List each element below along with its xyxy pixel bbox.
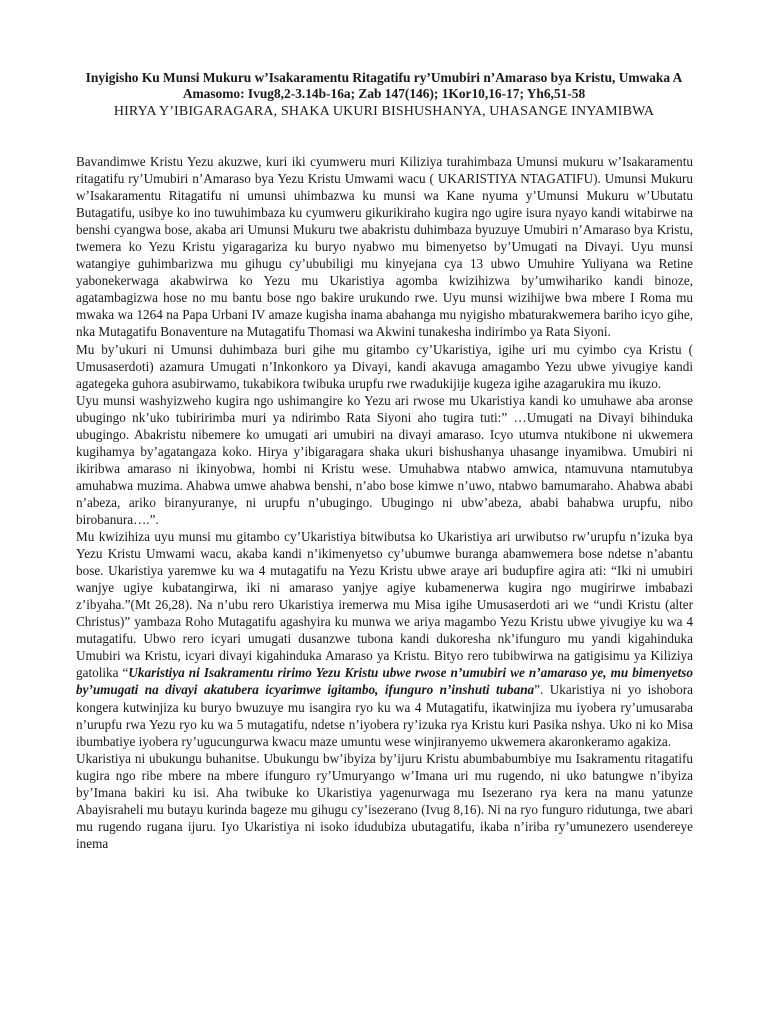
document-header	[72, 70, 696, 120]
readings-line: Amasomo: Ivug8,2-3.14b-16a; Zab 147(146); 1Kor10,16-17; Yh6,51-58	[182, 86, 586, 102]
catechism-quote: Ukaristiya ni Isakramentu ririmo Yezu Kristu ubwe rwose n’umubiri we n’amaraso ye, mu bimenyetso by’umugati na divayi akatubera icyarimwe igitambo, ifunguro n’inshuti tubana	[76, 665, 693, 698]
paragraph-rata-siyoni: Uyu munsi washyizweho kugira ngo ushimangire ko Yezu ari rwose mu Ukaristiya kandi ko umuhawe aba aronse ubugingo nk’uko tubiririmba muri ya ndirimbo Rata Siyoni aho tugira tuti:” …Umugati na Divayi bihinduka ubugingo. Abakristu nibemere ko umugati ari umubiri na divayi amaraso. Icyo utumva ntukibone ni ukwemera kugihamya by’agatangaza koko. Hirya y’ibigaragara shaka ukuri bishushanya uhasange inyamibwa. Umubiri ni ikiribwa amaraso ni ikinyobwa, hombi ni Kristu wese. Umuhabwa ntabwo amwica, ntamuvuna ntamutubya amuhabwa muzima. Ahabwa umwe ahabwa benshi, n’abo bose kimwe n’uwo, ntabwo bamumaraho. Ahabwa ababi n’abeza, ariko biranyuranye, ni urupfu n’ubugingo. Ubugingo ni ubw’abeza, ababi bahabwa urupfu, nibo birobanura….”.	[76, 392, 693, 527]
paragraph-treasure: Ukaristiya ni ubukungu buhanitse. Ubukungu bw’ibyiza by’ijuru Kristu abumbabumbiye mu Isakramentu ritagatifu kugira ngo ribe mbere na mbere ifunguro ry’Umuryango w’Imana uri mu rugendo, ni uko batungwe n’ibyiza by’Imana bakiri ku isi. Aha twibuke ko Ukaristiya yagenurwaga mu Isezerano rya kera na manu yatunze Abayisraheli mu butayu kurinda bageze mu gihugu cy’isezerano (Ivug 8,16). Ni na ryo funguro ridutunga, twe abari mu rugendo rugana ijuru. Iyo Ukaristiya ni isoko idudubiza ubutagatifu, ikaba n’iriba ry’umunezero usendereye inema	[76, 750, 693, 851]
theme-heading: HIRYA Y’IBIGARAGARA, SHAKA UKURI BISHUSHANYA, UHASANGE INYAMIBWA	[113, 103, 655, 119]
paragraph-institution-tail: ”. Ukaristiya ni yo ishobora kongera kutwinjiza ku buryo bwuzuye mu isangira ryo ku wa 4 Mutagatifu, ikatwinjiza mu iyobera ry’umusaraba n’urupfu rwa Yezu ryo ku wa 5 mutagatifu, ndetse n’iyobera ry’izuka rya Kristu kuri Pasika nshya. Uko ni ko Misa ibumbatiye iyobera ry’ugucungurwa kwacu maze umuntu wese winjiranyemo ukwemera akaronkeramo agakiza.	[76, 682, 693, 749]
paragraph-institution-lead: Mu kwizihiza uyu munsi mu gitambo cy’Ukaristiya bitwibutsa ko Ukaristiya ari urwibutso rw’urupfu n’izuka bya Yezu Kristu Umwami wacu, akaba kandi n’ikimenyetso cy’ubumwe buranga abamwemera bose ndetse n’abantu bose. Ukaristiya yaremwe ku wa 4 mutagatifu na Yezu Kristu ubwe araye ari budupfire agira ati: “Iki ni umubiri wanjye ugiye kubatangirwa, iki ni amaraso yanjye agiye kubamenerwa kugira ngo mugirirwe imbabazi z’ibyaha.”(Mt 26,28). Na n’ubu rero Ukaristiya iremerwa mu Misa igihe Umusaserdoti ari we “undi Kristu (alter Christus)” yambaza Roho Mutagatifu agashyira ku munwa we ariya magambo Yezu Kristu ubwe yivugiye ku wa 4 mutagatifu. Ubwo rero icyari umugati dusanzwe tubona kandi dukoresha nk’ifunguro mu yandi kigahinduka Umubiri wa Kristu, icyari divayi kigahinduka Amaraso ya Kristu. Bityo rero tubibwirwa na gatigisimu ya Kiliziya gatolika “	[76, 529, 693, 681]
paragraph-meaning: Mu by’ukuri ni Umunsi duhimbaza buri gihe mu gitambo cy’Ukaristiya, igihe uri mu cyimbo cya Kristu ( Umusaserdoti) azamura Umugati n’Inkonkoro ya Divayi, kandi akavuga amagambo Yezu ubwe yivugiye kandi agategeka guhora asubirwamo, tukabikora twibuka urupfu rwe rwadukijije kugeza igihe azagarukira mu ikuzo.	[76, 341, 693, 391]
paragraph-institution	[76, 528, 693, 750]
document-title: Inyigisho Ku Munsi Mukuru w’Isakaramentu Ritagatifu ry’Umubiri n’Amaraso bya Kristu, Umwaka A	[85, 70, 683, 85]
document-body	[76, 153, 693, 852]
paragraph-introduction: Bavandimwe Kristu Yezu akuzwe, kuri iki cyumweru muri Kiliziya turahimbaza Umunsi mukuru w’Isakaramentu ritagatifu ry’Umubiri n’Amaraso bya Yezu Kristu Umwami wacu ( UKARISTIYA NTAGATIFU). Umunsi Mukuru w’Isakaramentu Ritagatifu ni umunsi uhimbazwa ku munsi wa Kane nyuma y’Umunsi Mukuru w’Ubutatu Butagatifu, usibye ko ino tuwuhimbaza ku cyumweru gikurikiraho kugira ngo ugire isura nyayo kandi witabirwe na benshi cyangwa bose, akaba ari Umunsi Mukuru twe abakristu duhimbaza byuzuye Umubiri n’Amaraso bya Kristu, twemera ko Yezu Kristu yigaragariza ku buryo nyabwo mu bimenyetso by’Umugati na Divayi. Uyu munsi watangiye guhimbarizwa mu gihugu cy’ububiligi mu kinyejana cya 13 ubwo Umuhire Yuliyana wa Retine yabonekerwaga akabwirwa ko Yezu mu Ukaristiya agomba kwizihizwa by’umwihariko kandi binoze, agatambagizwa hose no mu bantu bose ngo bakire urukundo rwe. Uyu munsi wizihijwe bwa mbere I Roma mu mwaka wa 1264 na Papa Urbani IV amaze kugisha inama abahanga mu nyigisho mbaturakwemera bariho icyo gihe, nka Mutagatifu Bonaventure na Mutagatifu Thomasi wa Akwini tunakesha indirimbo ya Rata Siyoni.	[76, 154, 693, 340]
